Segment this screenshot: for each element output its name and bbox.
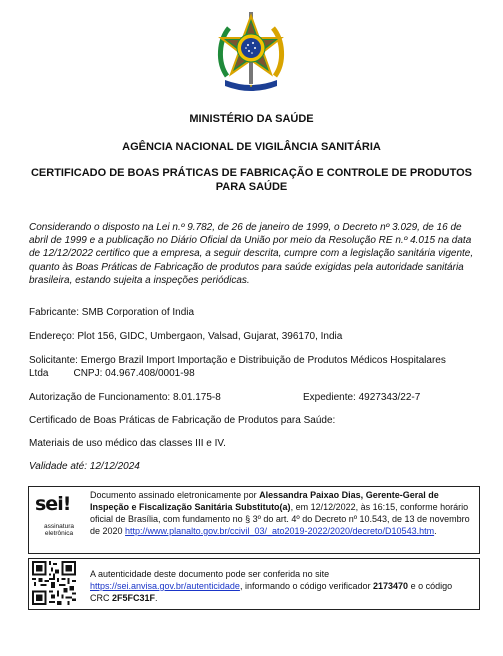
solicitante-field xyxy=(29,354,446,380)
signature-text-c: , em 12/12/2022, às 16:15, conforme horário oficial de Brasília, com fundamento no § 3º do art. 4º do Decreto nº 10.543, de 13 de novembro de 2020 xyxy=(90,502,470,536)
fabricante-field: Fabricante: SMB Corporation of India xyxy=(29,307,195,318)
crc-code: 2F5FC31F xyxy=(112,593,156,603)
sei-logo-caption: assinatura eletrônica xyxy=(44,523,74,537)
certificate-title-line2: PARA SAÚDE xyxy=(215,181,288,193)
signer-name: Alessandra Paixao Dias xyxy=(259,490,361,500)
certificate-title-line1: CERTIFICADO DE BOAS PRÁTICAS DE FABRICAÇÃO E CONTROLE DE PRODUTOS xyxy=(30,167,473,179)
verification-text-d: . xyxy=(155,593,158,603)
signature-text xyxy=(90,489,474,537)
signature-text-d: . xyxy=(434,526,437,536)
certificado-label: Certificado de Boas Práticas de Fabricação de Produtos para Saúde: xyxy=(29,415,336,426)
agency-heading: AGÊNCIA NACIONAL DE VIGILÂNCIA SANITÁRIA xyxy=(122,141,381,153)
intro-paragraph: Considerando o disposto na Lei n.º 9.782, de 26 de janeiro de 1999, o Decreto nº 3.029, de 16 de abril de 1999 e a publicação no Diário Oficial da União por meio da Resolução RE n.º 4.015 na data de 12/12/2022 certifico que a empresa, a seguir descrita, cumpre com a legislação sanitária vigente, quanto às Boas Práticas de Fabricação de produtos para saúde exigidas pela autoridade sanitária brasileira, estando sujeita a inspeções periódicas. xyxy=(29,222,474,286)
signature-text-b: , xyxy=(360,490,366,500)
verifier-code: 2173470 xyxy=(373,581,409,591)
ministry-heading: MINISTÉRIO DA SAÚDE xyxy=(189,113,314,125)
verification-text xyxy=(90,568,474,604)
sei-logo-text: sei! xyxy=(35,493,71,515)
sei-logo xyxy=(32,493,84,547)
svg-text:★: ★ xyxy=(249,83,253,88)
solicitante-line2: Ltda CNPJ: 04.967.408/0001-98 xyxy=(29,368,195,380)
qr-code-icon xyxy=(32,561,76,605)
certificate-title xyxy=(24,166,479,194)
verification-text-a: A autenticidade deste documento pode ser conferida no site xyxy=(90,569,330,579)
signer-role: Gerente-Geral de Inspeção e Fiscalização Sanitária Substituto(a) xyxy=(90,490,439,512)
brazil-coat-of-arms-icon xyxy=(215,10,287,94)
verification-text-b: , informando o código verificador xyxy=(239,581,374,591)
autorizacao-field: Autorização de Funcionamento: 8.01.175-8 xyxy=(29,392,221,403)
authenticity-link[interactable]: https://sei.anvisa.gov.br/autenticidade xyxy=(90,581,240,591)
solicitante-line1: Solicitante: Emergo Brazil Import Importação e Distribuição de Produtos Médicos Hospitalares xyxy=(29,355,446,366)
signature-text-a: Documento assinado eletronicamente por xyxy=(90,490,260,500)
expediente-field: Expediente: 4927343/22-7 xyxy=(303,392,421,403)
endereco-field: Endereço: Plot 156, GIDC, Umbergaon, Valsad, Gujarat, 396170, India xyxy=(29,331,343,342)
decree-link[interactable]: http://www.planalto.gov.br/ccivil_03/_ato2019-2022/2020/decreto/D10543.htm xyxy=(125,526,435,536)
materiais-field: Materiais de uso médico das classes III e IV. xyxy=(29,438,226,449)
verification-box xyxy=(28,558,480,610)
verification-text-c: e o código CRC xyxy=(90,581,453,603)
electronic-signature-box xyxy=(28,486,480,554)
validade-field: Validade até: 12/12/2024 xyxy=(29,461,140,472)
